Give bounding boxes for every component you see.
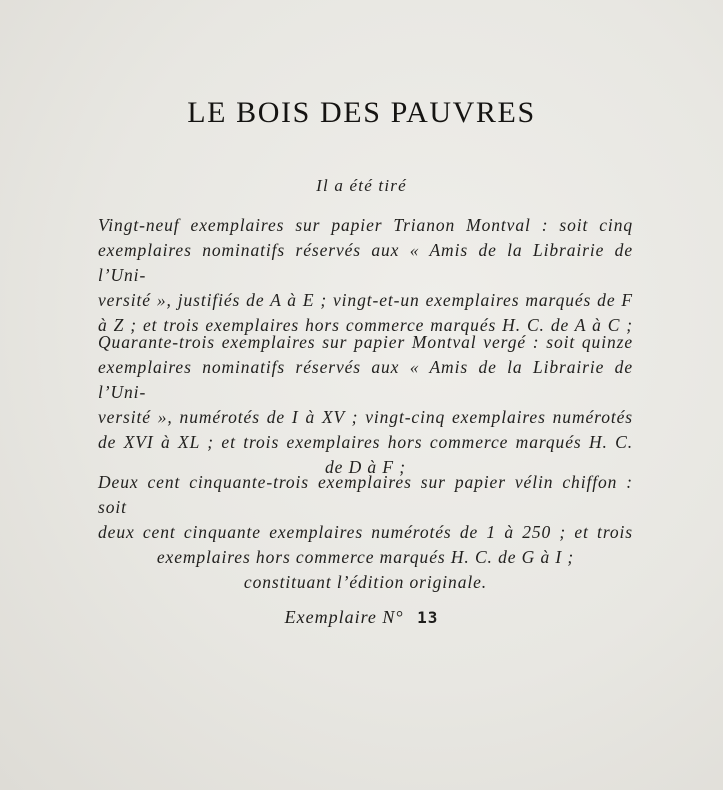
paragraph-line: Vingt-neuf exemplaires sur papier Trianon Montval : soit cinq — [98, 215, 633, 235]
copy-number: 13 — [417, 608, 439, 627]
paragraph-line: exemplaires hors commerce marqués H. C. de G à I ; — [156, 547, 575, 567]
paragraph-line: versité », numérotés de I à XV ; vingt-cinq exemplaires numérotés — [98, 407, 633, 427]
print-run-intro: Il a été tiré — [316, 176, 407, 195]
paragraph-line: à Z ; et trois exemplaires hors commerce marqués H. C. de A à C ; — [98, 315, 633, 335]
print-run-paragraph-trianon — [98, 213, 633, 338]
copy-number-line — [0, 607, 723, 628]
page-title: LE BOIS DES PAUVRES — [187, 96, 536, 129]
paragraph-line: de XVI à XL ; et trois exemplaires hors commerce marqués H. C. — [98, 432, 633, 452]
paragraph-line: Deux cent cinquante-trois exemplaires sur papier vélin chiffon : soit — [98, 472, 633, 517]
print-run-paragraph-velin — [98, 470, 633, 595]
paragraph-line: de D à F ; — [325, 457, 406, 477]
copy-number-label: Exemplaire N° — [284, 607, 404, 627]
paragraph-line: constituant l’édition originale. — [243, 572, 488, 592]
print-run-paragraph-verge — [98, 330, 633, 480]
paragraph-line: deux cent cinquante exemplaires numérotés de 1 à 250 ; et trois — [98, 522, 633, 542]
paragraph-line: exemplaires nominatifs réservés aux « Amis de la Librairie de l’Uni- — [98, 357, 633, 402]
paragraph-line: Quarante-trois exemplaires sur papier Montval vergé : soit quinze — [98, 332, 633, 352]
paragraph-line: exemplaires nominatifs réservés aux « Amis de la Librairie de l’Uni- — [98, 240, 633, 285]
paragraph-line: versité », justifiés de A à E ; vingt-et-un exemplaires marqués de F — [98, 290, 633, 310]
